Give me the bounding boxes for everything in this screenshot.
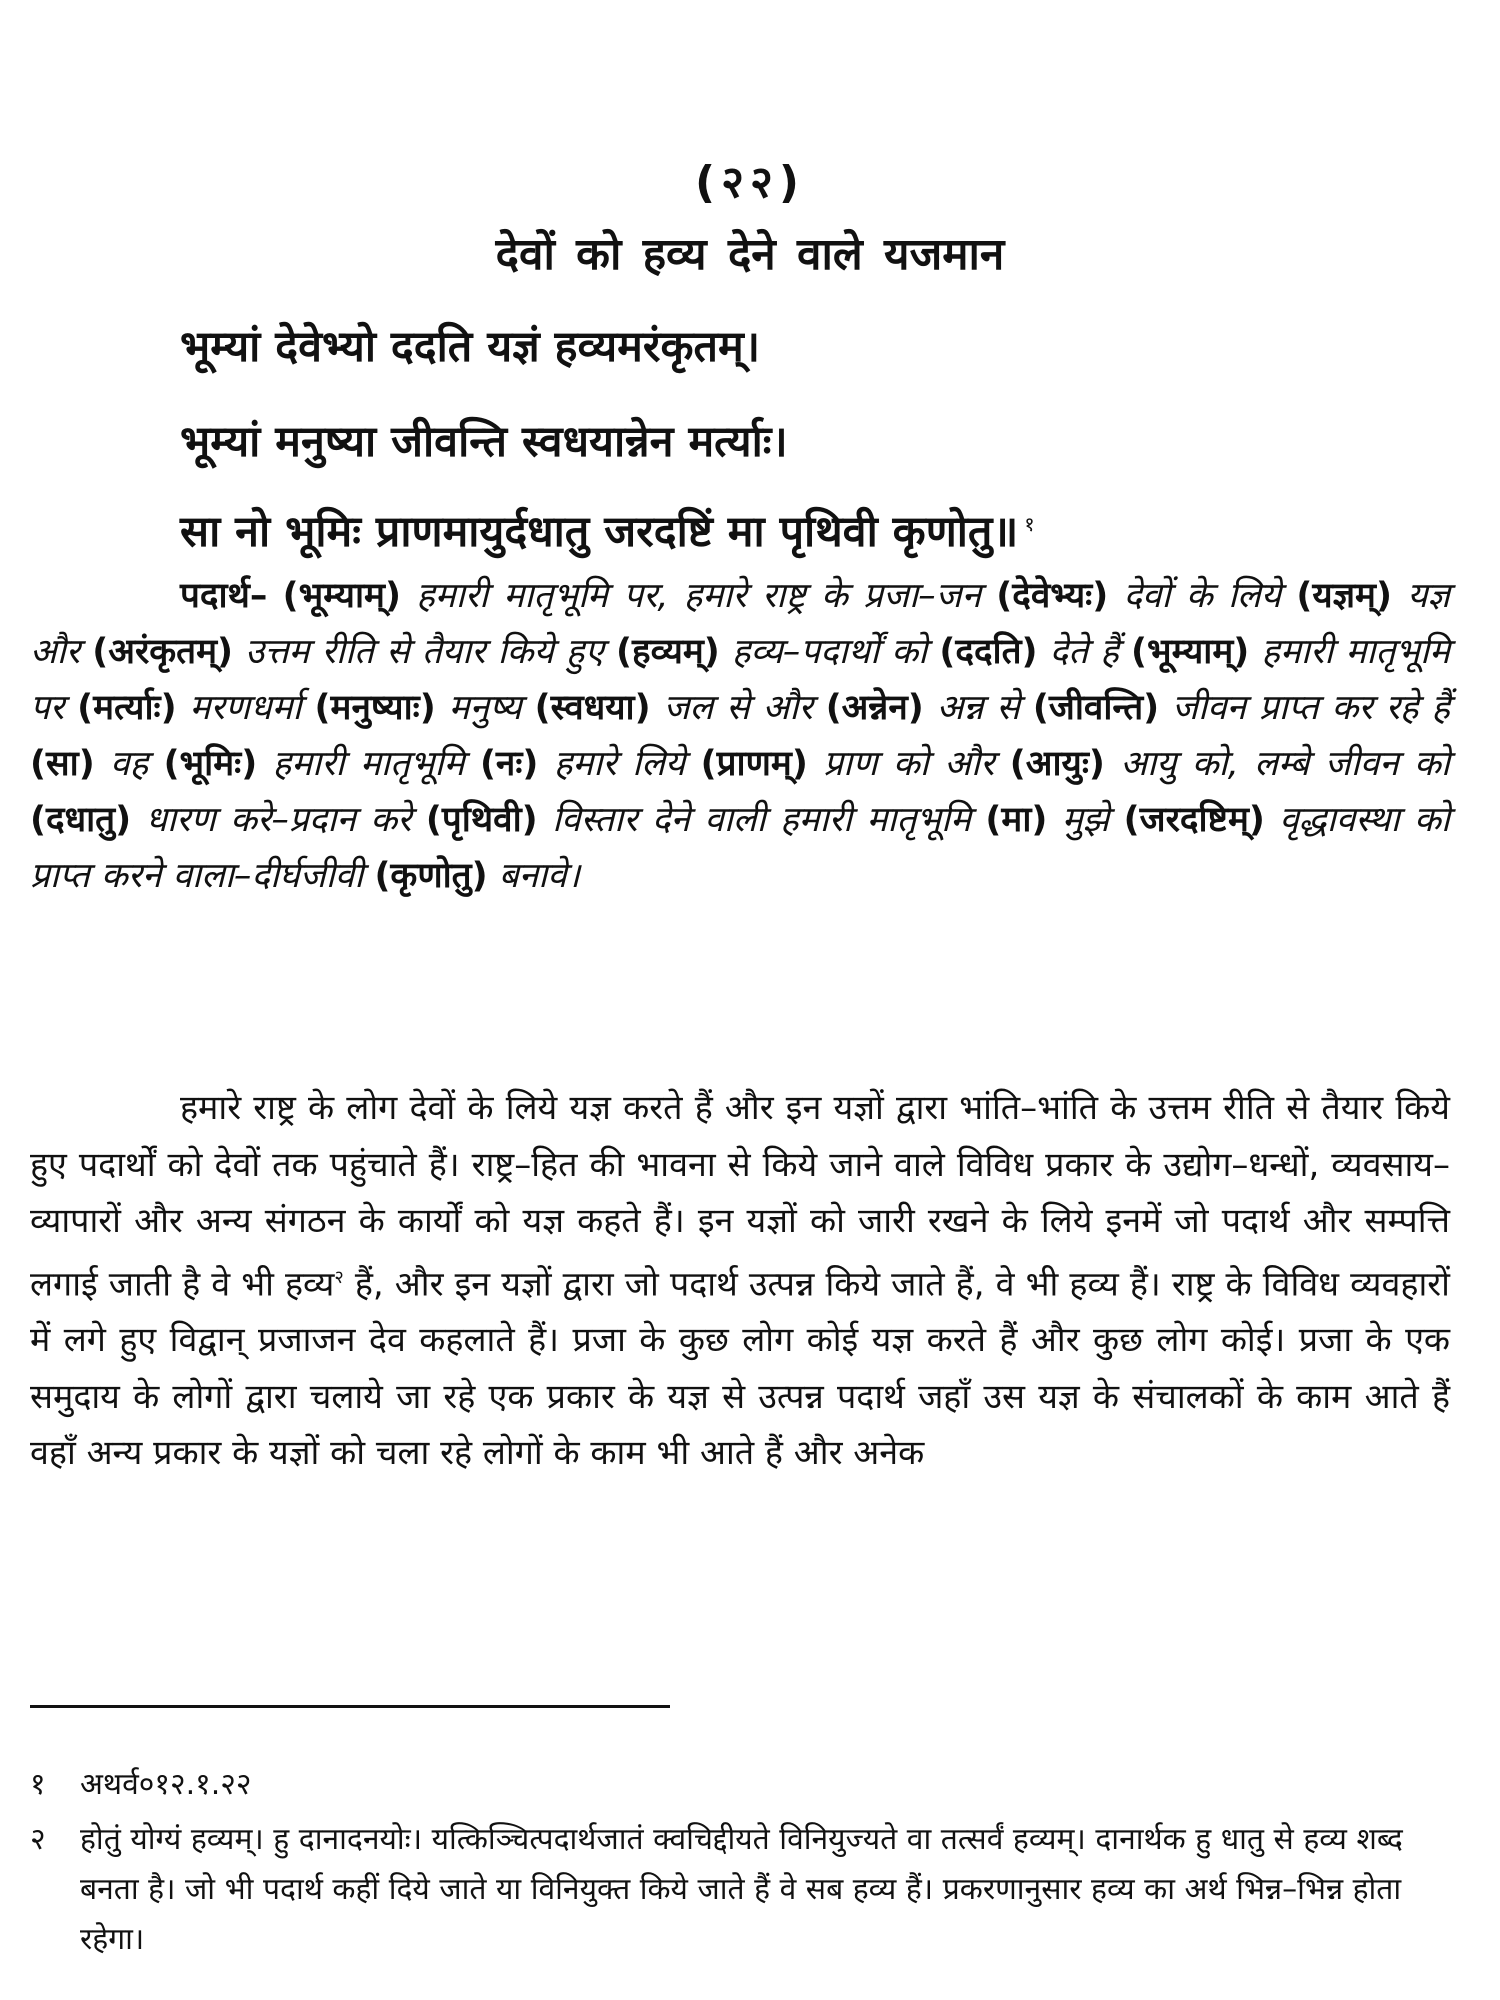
word-meaning-term: (मनुष्याः) bbox=[314, 688, 436, 728]
word-meaning-term: (हव्यम्) bbox=[615, 632, 720, 672]
footnote-2-text: होतुं योग्यं हव्यम्। हु दानादनयोः। यत्किञ्चित्पदार्थजातं क्वचिद्दीयते विनियुज्यते वा तत्सर्वं हव्यम्। दानार्थक हु धातु से हव्य शब्द बनता है। जो भी पदार्थ कहीं दिये जाते या विनियुक्त किये जाते हैं वे सब हव्य हैं। प्रकरणानुसार हव्य का अर्थ भिन्न–भिन्न होता रहेगा। bbox=[80, 1822, 1403, 1957]
word-meaning-gloss: उत्तम रीति से तैयार किये हुए bbox=[233, 632, 616, 672]
mantra-line-3-text: सा नो भूमिः प्राणमायुर्दधातु जरदष्टिं मा पृथिवी कृणोतु॥ bbox=[180, 507, 1019, 557]
word-meaning-gloss: वह bbox=[94, 744, 164, 784]
word-meaning-gloss: देते हैं bbox=[1037, 632, 1131, 672]
mantra-line-1: भूम्यां देवेभ्यो ददति यज्ञं हव्यमरंकृतम्। bbox=[180, 322, 761, 372]
word-meaning-term: (कृणोतु) bbox=[374, 856, 488, 896]
word-meaning-gloss: देवों के लिये bbox=[1108, 576, 1297, 616]
word-meaning-term: (अरंकृतम्) bbox=[92, 632, 234, 672]
footnote-1 bbox=[30, 1760, 1460, 1810]
word-meaning-term: (स्वधया) bbox=[534, 688, 651, 728]
word-meaning-term: (पृथिवी) bbox=[425, 800, 538, 840]
word-meaning-gloss: हव्य–पदार्थों को bbox=[719, 632, 940, 672]
word-meaning-term: (भूम्याम्) bbox=[1131, 632, 1250, 672]
explanation-text-part-2: हैं, और इन यज्ञों द्वारा जो पदार्थ उत्पन्न किये जाते हैं, वे भी हव्य हैं। राष्ट्र के विविध व्यवहारों में लगे हुए विद्वान् प्रजाजन देव कहलाते हैं। प्रजा के कुछ लोग कोई यज्ञ करते हैं और कुछ लोग कोई। प्रजा के एक समुदाय के लोगों द्वारा चलाये जा रहे एक प्रकार के यज्ञ से उत्पन्न पदार्थ जहाँ उस यज्ञ के संचालकों के काम आते हैं वहाँ अन्य प्रकार के यज्ञों को चला रहे लोगों के काम भी आते हैं और अनेक bbox=[30, 1263, 1450, 1474]
word-meaning-gloss: मुझे bbox=[1047, 800, 1124, 840]
word-meaning-gloss: हमारी मातृभूमि पर, हमारे राष्ट्र के प्रजा–जन bbox=[400, 576, 997, 616]
chapter-title: देवों को हव्य देने वाले यजमान bbox=[495, 229, 1005, 280]
word-meaning-term: (जीवन्ति) bbox=[1032, 688, 1160, 728]
footnote-ref-1: १ bbox=[1024, 511, 1035, 536]
word-meaning-label: पदार्थ– bbox=[180, 576, 268, 616]
word-meaning-gloss: यज्ञ और bbox=[30, 576, 1450, 672]
word-meaning-gloss: जल से और bbox=[650, 688, 826, 728]
word-meaning-gloss: वृद्धावस्था को प्राप्त करने वाला–दीर्घजीवी bbox=[30, 800, 1450, 896]
word-meaning-term: (ददति) bbox=[939, 632, 1038, 672]
word-meaning-gloss: अन्न से bbox=[923, 688, 1033, 728]
footnote-ref-2: २ bbox=[334, 1266, 344, 1288]
word-meaning-term: (दधातु) bbox=[30, 800, 132, 840]
word-meaning-gloss: मरणधर्मा bbox=[176, 688, 315, 728]
word-meaning-term: (भूमिः) bbox=[163, 744, 258, 784]
chapter-number: (२२) bbox=[695, 157, 805, 208]
word-meaning-term: (प्राणम्) bbox=[700, 744, 808, 784]
word-meaning-term: (भूम्याम्) bbox=[282, 576, 401, 616]
mantra-line-3 bbox=[180, 500, 1035, 559]
footnote-1-text: अथर्व०१२.१.२२ bbox=[80, 1767, 252, 1802]
word-meaning-gloss: हमारे लिये bbox=[538, 744, 701, 784]
word-meaning-term: (देवेभ्यः) bbox=[996, 576, 1109, 616]
word-meaning-term: (नः) bbox=[479, 744, 539, 784]
word-meaning-term: (मर्त्याः) bbox=[77, 688, 177, 728]
explanation-text-part-1: हमारे राष्ट्र के लोग देवों के लिये यज्ञ करते हैं और इन यज्ञों द्वारा भांति–भांति के उत्तम रीति से तैयार किये हुए पदार्थों को देवों तक पहुंचाते हैं। राष्ट्र–हित की भावना से किये जाने वाले विविध प्रकार के उद्योग–धन्धों, व्यवसाय–व्यापारों और अन्य संगठन के कार्यों को यज्ञ कहते हैं। इन यज्ञों को जारी रखने के लिये इनमें जो पदार्थ और सम्पत्ति लगाई जाती है वे भी हव्य bbox=[30, 1088, 1450, 1304]
word-meaning-gloss: बनावे। bbox=[487, 856, 580, 896]
word-meaning-term: (मा) bbox=[985, 800, 1048, 840]
word-meaning-term: (सा) bbox=[30, 744, 95, 784]
word-meaning-term: (जरदष्टिम्) bbox=[1123, 800, 1265, 840]
word-meaning-gloss: विस्तार देने वाली हमारी मातृभूमि bbox=[537, 800, 986, 840]
word-meaning-gloss: आयु को, लम्बे जीवन को bbox=[1104, 744, 1450, 784]
footnote-2-mark: २ bbox=[30, 1822, 46, 1857]
word-meaning-gloss: हमारी मातृभूमि bbox=[257, 744, 480, 784]
word-meaning-gloss: प्राण को और bbox=[807, 744, 1010, 784]
word-meaning-term: (अन्नेन) bbox=[825, 688, 924, 728]
explanation-paragraph bbox=[30, 1080, 1450, 1482]
word-meaning-paragraph bbox=[30, 568, 1450, 904]
footnote-1-mark: १ bbox=[30, 1767, 46, 1802]
footnote-2 bbox=[30, 1815, 1460, 1965]
word-meaning-gloss: हमारी मातृभूमि पर bbox=[30, 632, 1451, 728]
word-meaning-gloss: मनुष्य bbox=[435, 688, 535, 728]
word-meaning-gloss: जीवन प्राप्त कर रहे हैं bbox=[1159, 688, 1450, 728]
word-meaning-term: (यज्ञम्) bbox=[1296, 576, 1392, 616]
word-meaning-term: (आयुः) bbox=[1009, 744, 1105, 784]
mantra-line-2: भूम्यां मनुष्या जीवन्ति स्वधयान्नेन मर्त्याः। bbox=[180, 417, 788, 467]
word-meaning-gloss: धारण करे–प्रदान करे bbox=[131, 800, 426, 840]
footnote-divider bbox=[30, 1705, 670, 1708]
